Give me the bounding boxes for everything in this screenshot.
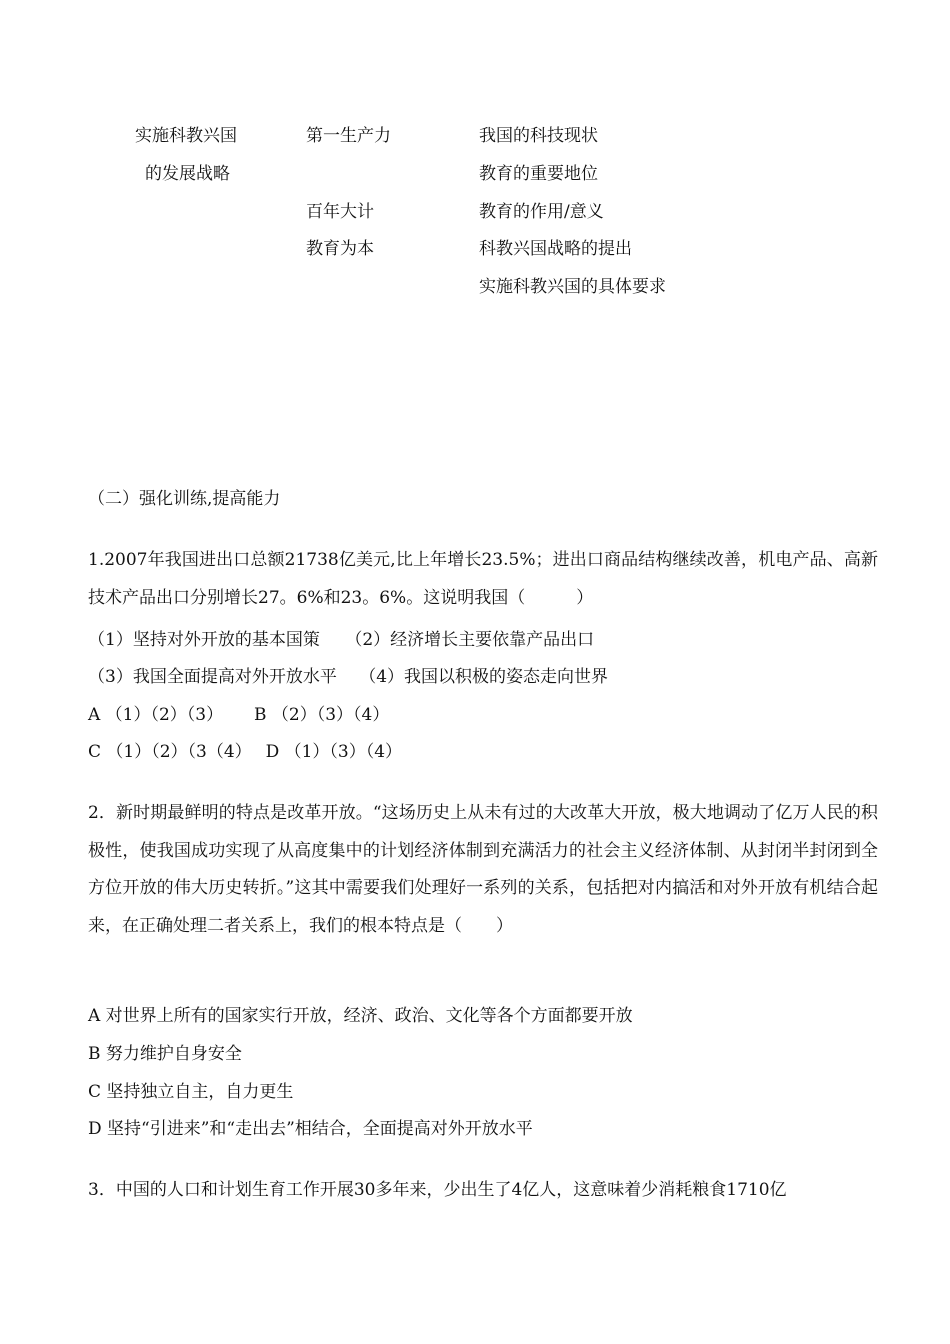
outline-col3-line5: 实施科教兴国的具体要求	[479, 277, 666, 297]
outline-col3-line1: 我国的科技现状	[479, 126, 598, 146]
q1-options-1: A （1）（2）（3） B （2）（3）（4）	[88, 705, 390, 725]
q1-stem: 1.2007年我国进出口总额21738亿美元,比上年增长23.5%；进出口商品结构继续改善，机电产品、高新技术产品出口分别增长27。6%和23。6%。这说明我国（ ）	[88, 550, 878, 608]
outline-col2-line3: 教育为本	[306, 239, 374, 259]
q2-option-a: A 对世界上所有的国家实行开放，经济、政治、文化等各个方面都要开放	[88, 1006, 633, 1026]
q1-statement-1: （1）坚持对外开放的基本国策 （2）经济增长主要依靠产品出口	[88, 630, 595, 650]
section-title: （二）强化训练,提高能力	[88, 489, 281, 509]
outline-col3-line4: 科教兴国战略的提出	[479, 239, 632, 259]
outline-col2-line2: 百年大计	[306, 202, 374, 222]
q2-option-b: B 努力维护自身安全	[88, 1044, 242, 1064]
outline-col3-line3: 教育的作用/意义	[479, 202, 604, 222]
outline-col3-line2: 教育的重要地位	[479, 164, 598, 184]
q3-stem: 3．中国的人口和计划生育工作开展30多年来，少出生了4亿人，这意味着少消耗粮食1710亿	[88, 1180, 787, 1200]
q2-stem: 2．新时期最鲜明的特点是改革开放。“这场历史上从未有过的大改革大开放，极大地调动了亿万人民的积极性，使我国成功实现了从高度集中的计划经济体制到充满活力的社会主义经济体制、从封闭半封闭到全方位开放的伟大历史转折。”这其中需要我们处理好一系列的关系，包括把对内搞活和对外开放有机结合起来，在正确处理二者关系上，我们的根本特点是（ ）	[88, 803, 878, 936]
q1-statement-2: （3）我国全面提高对外开放水平 （4）我国以积极的姿态走向世界	[88, 667, 609, 687]
outline-col2-line1: 第一生产力	[306, 126, 391, 146]
outline-col1-line1: 实施科教兴国	[135, 126, 237, 146]
q1-options-2: C （1）（2）（3（4） D （1）（3）（4）	[88, 742, 403, 762]
q2-option-d: D 坚持“引进来”和“走出去”相结合，全面提高对外开放水平	[88, 1119, 533, 1139]
q2-option-c: C 坚持独立自主，自力更生	[88, 1082, 294, 1102]
outline-col1-line2: 的发展战略	[145, 164, 230, 184]
